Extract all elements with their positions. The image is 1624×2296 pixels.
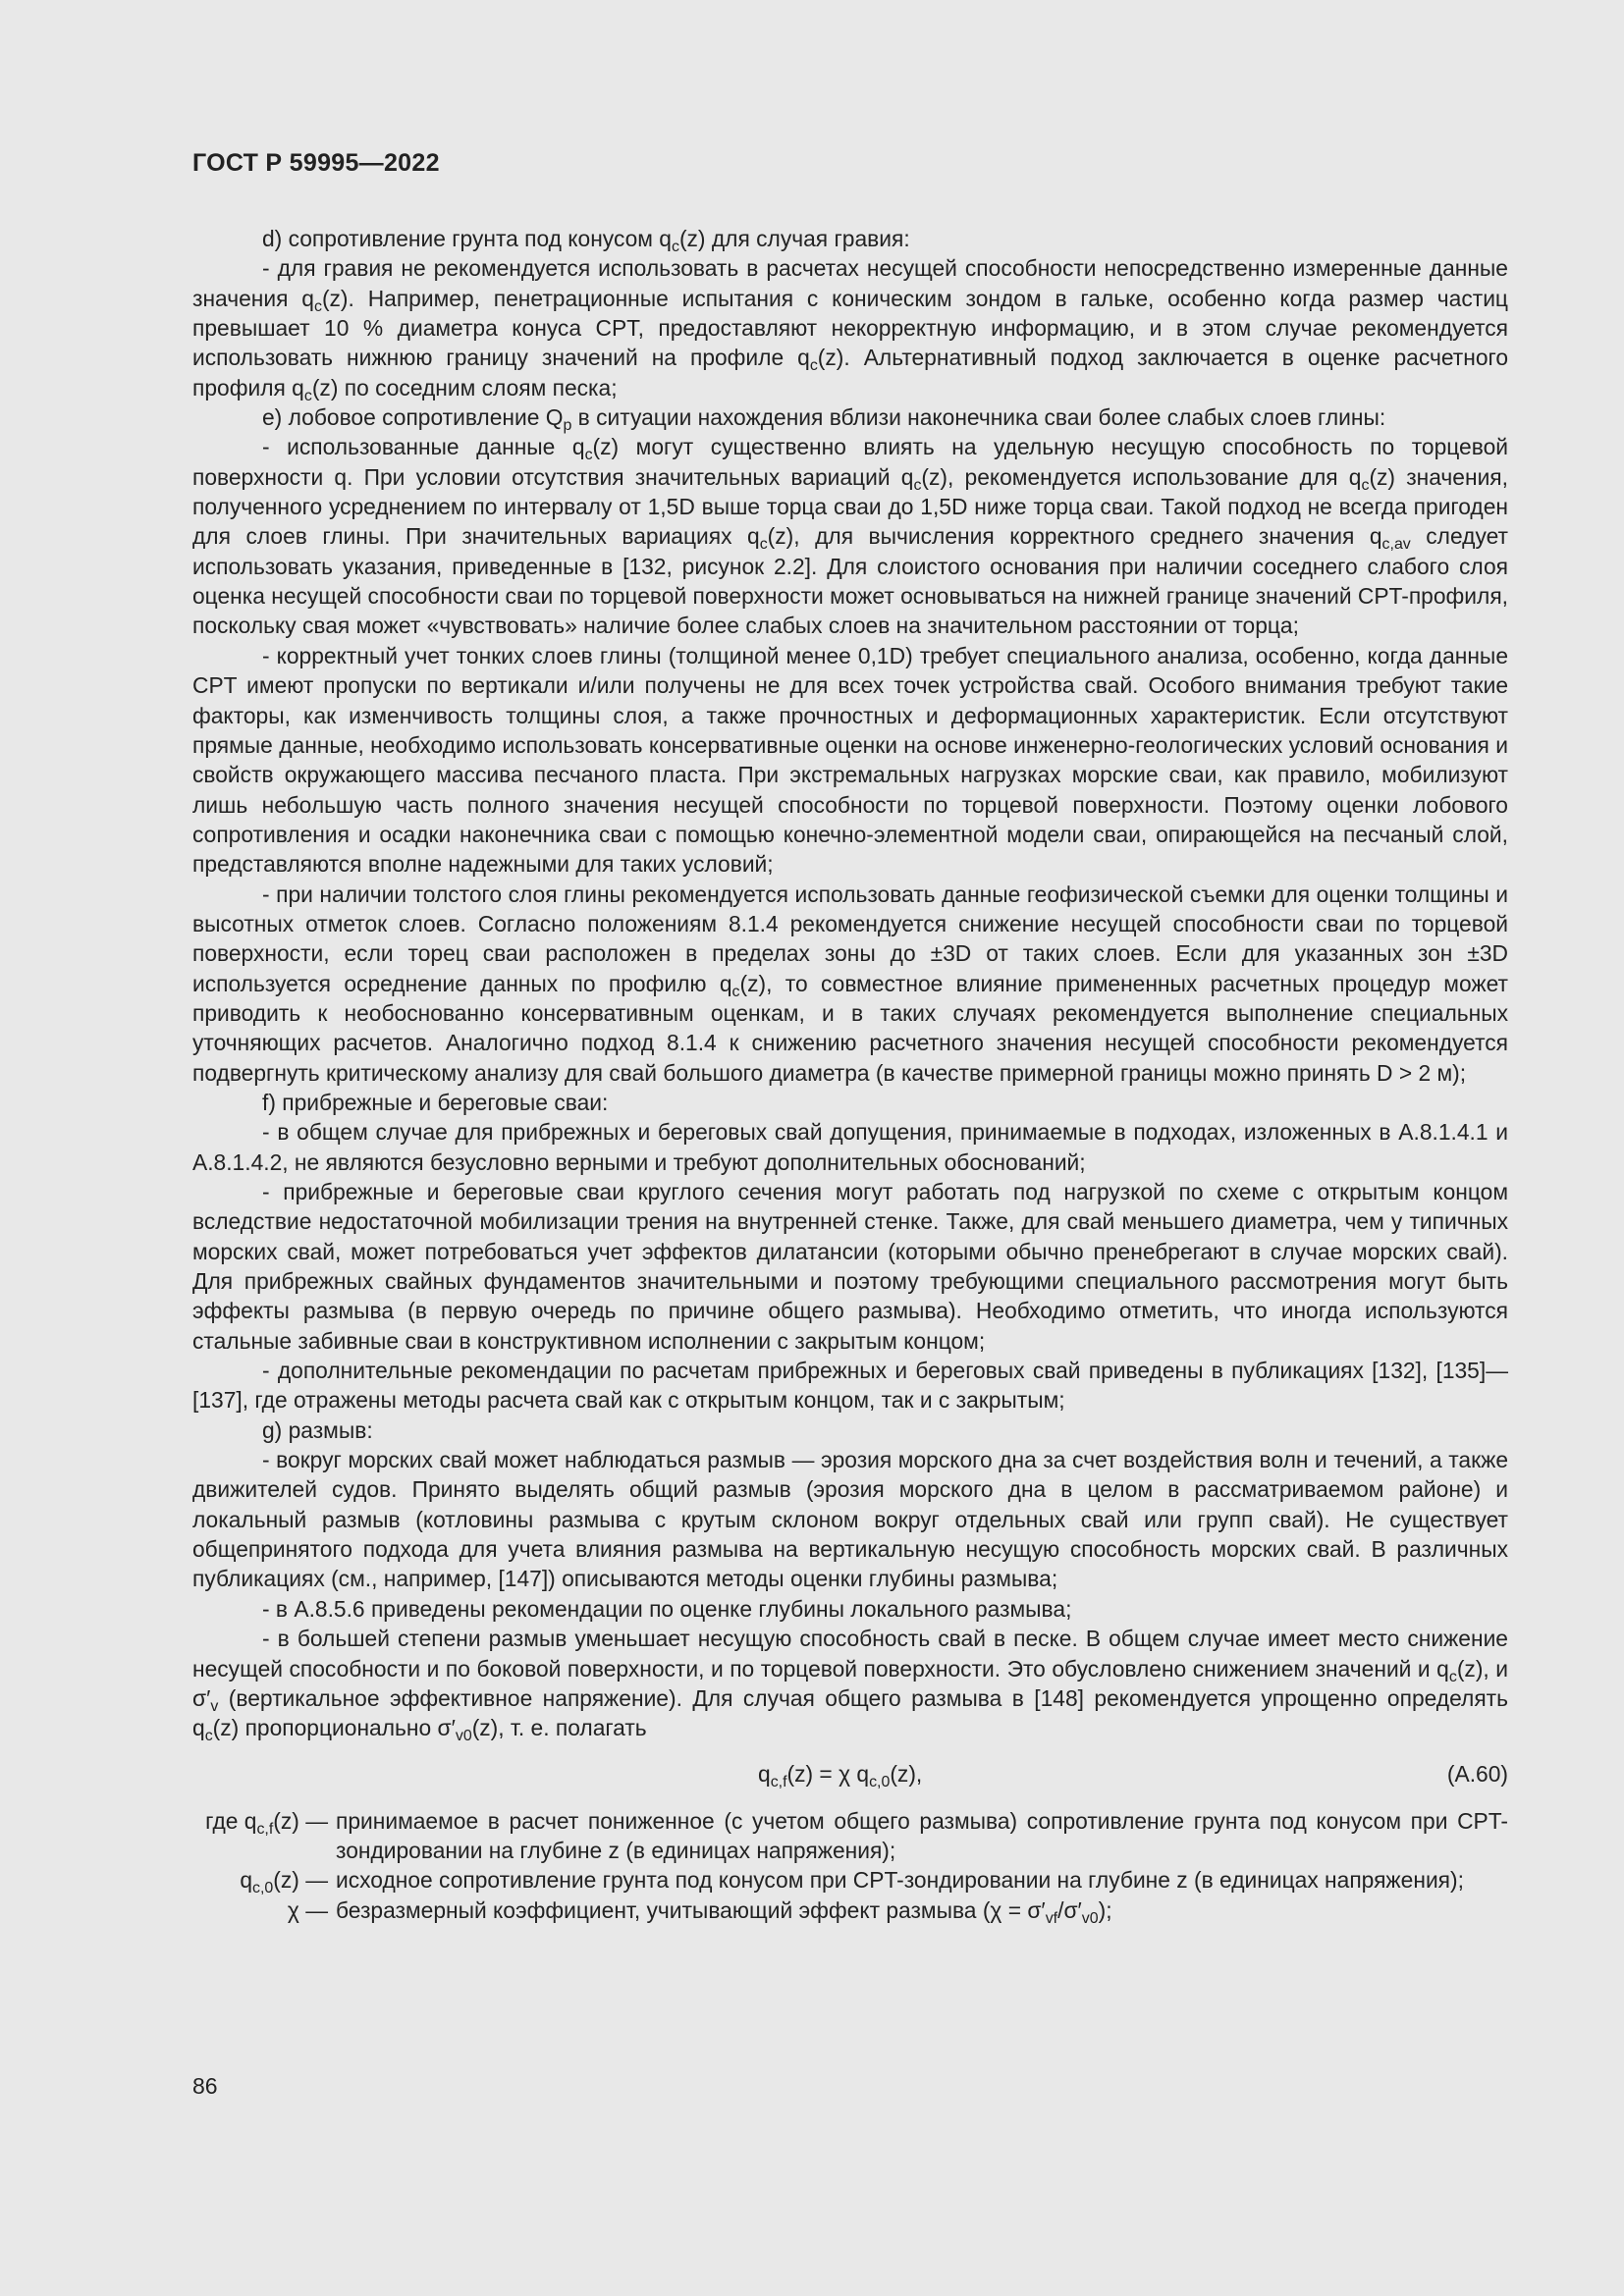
equation-formula: $q_{c,f}(z) = \chi$ $q_{c,0}(z)$, xyxy=(758,1760,923,1790)
paragraph-gravel: - для гравия не рекомендуется использовать в расчетах несущей способности непосредственно измеренные данные значения $q_c(z)$. Например, пенетрационные испытания с коническим зондом в гальке, особенно когда размер частиц превышает 10 % диаметра конуса CPT, предоставляют некорректную информацию, и в этом случае рекомендуется использовать нижнюю границу значений на профиле $q_c(z)$. Альтернативный подход заключается в оценке расчетного профиля $q_c(z)$ по соседним слоям песка; xyxy=(192,255,1508,404)
paragraph-item-g: g) размыв: xyxy=(262,1416,373,1443)
paragraph-item-f: f) прибрежные и береговые сваи: xyxy=(262,1089,609,1115)
paragraph-references: - дополнительные рекомендации по расчетам прибрежных и береговых свай приведены в публикациях [132], [135]—[137], где отражены методы расчета свай как с открытым концом, так и с закрытым; xyxy=(192,1358,1508,1414)
definition-row xyxy=(192,1865,1508,1895)
definition-row xyxy=(192,1896,1508,1925)
definition-text: безразмерный коэффициент, учитывающий эффект размыва $(\chi = \sigma'_{vf}/\sigma'_{v0})$; xyxy=(336,1896,1112,1927)
equation-row xyxy=(192,1759,1508,1789)
definition-row xyxy=(192,1806,1508,1866)
paragraph-round-piles: - прибрежные и береговые сваи круглого сечения могут работать под нагрузкой по схеме с открытым концом вследствие недостаточной мобилизации трения на внутренней стенке. Также, для свай меньшего диаметра, чем у типичных морских свай, может потребоваться учет эффектов дилатансии (которыми обычно пренебрегают в случае морских свай). Для прибрежных свайных фундаментов значительными и поэтому требующими специального рассмотрения могут быть эффекты размыва (в первую очередь по причине общего размыва). Необходимо отметить, что иногда используются стальные забивные сваи в конструктивном исполнении с закрытым концом; xyxy=(192,1179,1508,1354)
paragraph-scour-effect: - в большей степени размыв уменьшает несущую способность свай в песке. В общем случае имеет место снижение несущей способности и по боковой поверхности, и по торцевой поверхности. Это обусловлено снижением значений и $q_c(z)$, и $\sigma'_v$ (вертикальное эффективное напряжение). Для случая общего размыва в [148] рекомендуется упрощенно определять $q_c(z)$ пропорционально $\sigma'_{v0}(z)$, т. е. полагать xyxy=(192,1626,1508,1744)
paragraph-assumptions: - в общем случае для прибрежных и береговых свай допущения, принимаемые в подходах, изложенных в A.8.1.4.1 и A.8.1.4.2, не являются безусловно верными и требуют дополнительных обоснований; xyxy=(192,1119,1508,1175)
paragraph-thick-layer: - при наличии толстого слоя глины рекомендуется использовать данные геофизической съемки для оценки толщины и высотных отметок слоев. Согласно положениям 8.1.4 рекомендуется снижение несущей способности сваи по торцевой поверхности, если торец сваи расположен в пределах зоны до ±3D от таких слоев. Если для указанных зон ±3D используется осреднение данных по профилю $q_c(z)$, то совместное влияние примененных расчетных процедур может приводить к необоснованно консервативным оценкам, и в таких случаях рекомендуется выполнение специальных уточняющих расчетов. Аналогично подход 8.1.4 к снижению расчетного значения несущей способности рекомендуется подвергнуть критическому анализу для свай большого диаметра (в качестве примерной границы можно принять D > 2 м); xyxy=(192,881,1509,1086)
paragraph-local-scour: - в A.8.5.6 приведены рекомендации по оценке глубины локального размыва; xyxy=(262,1595,1072,1622)
definition-label: χ — xyxy=(287,1896,328,1923)
paragraph-scour: - вокруг морских свай может наблюдаться размыв — эрозия морского дна за счет воздействия волн и течений, а также движителей судов. Принято выделять общий размыв (эрозия морского дна в целом в рассматриваемом районе) и локальный размыв (котловины размыва с крутым склоном вокруг отдельных свай или групп свай). Не существует общепринятого подхода для учета влияния размыва на вертикальную несущую способность морских свай. В различных публикациях (см., например, [147]) описываются методы оценки глубины размыва; xyxy=(192,1447,1508,1592)
paragraph-qc-data: - использованные данные $q_c(z)$ могут существенно влиять на удельную несущую способность по торцевой поверхности q. При условии отсутствия значительных вариаций $q_c(z)$, рекомендуется использование для $q_c(z)$ значения, полученного усреднением по интервалу от 1,5D выше торца сваи до 1,5D ниже торца сваи. Такой подход не всегда пригоден для слоев глины. При значительных вариациях $q_c(z)$, для вычисления корректного среднего значения $q_{c,av}$ следует использовать указания, приведенные в [132, рисунок 2.2]. Для слоистого основания при наличии соседнего слабого слоя оценка несущей способности сваи по торцевой поверхности может основываться на нижней границе значений CPT-профиля, поскольку свая может «чувствовать» наличие более слабых слоев на значительном расстоянии от торца; xyxy=(192,434,1508,639)
definition-label: $q_{c,0}(z)$ — xyxy=(240,1867,328,1896)
page-number: 86 xyxy=(192,2073,218,2099)
document-header: ГОСТ Р 59995—2022 xyxy=(192,149,440,177)
equation-number: (A.60) xyxy=(1446,1760,1508,1787)
paragraph-thin-layers: - корректный учет тонких слоев глины (толщиной менее 0,1D) требует специального анализа, особенно, когда данные CPT имеют пропуски по вертикали и/или получены не для всех точек устройства свай. Особого внимания требуют такие факторы, как изменчивость толщины слоя, а также прочностных и деформационных характеристик. Если отсутствуют прямые данные, необходимо использовать консервативные оценки на основе инженерно-геологических условий основания и свойств окружающего массива песчаного пласта. При экстремальных нагрузках морские сваи, как правило, мобилизуют лишь небольшую часть полного значения несущей способности по торцевой поверхности. Поэтому оценки лобового сопротивления и осадки наконечника сваи с помощью конечно-элементной модели сваи, опирающейся на песчаный слой, представляются вполне надежными для таких условий; xyxy=(192,642,1508,878)
definition-text: принимаемое в расчет пониженное (с учетом общего размыва) сопротивление грунта под конусом при CPT-зондировании на глубине z (в единицах напряжения); xyxy=(336,1807,1508,1863)
definition-text: исходное сопротивление грунта под конусом при CPT-зондировании на глубине z (в единицах напряжения); xyxy=(336,1867,1464,1894)
document-body xyxy=(192,224,1508,1925)
paragraph-item-e: e) лобовое сопротивление $Q_p$ в ситуации нахождения вблизи наконечника сваи более слабых слоев глины: xyxy=(262,404,1386,434)
definition-label: где $q_{c,f}(z)$ — xyxy=(205,1807,328,1838)
paragraph-item-d: d) сопротивление грунта под конусом $q_c(z)$ для случая гравия: xyxy=(262,226,910,255)
